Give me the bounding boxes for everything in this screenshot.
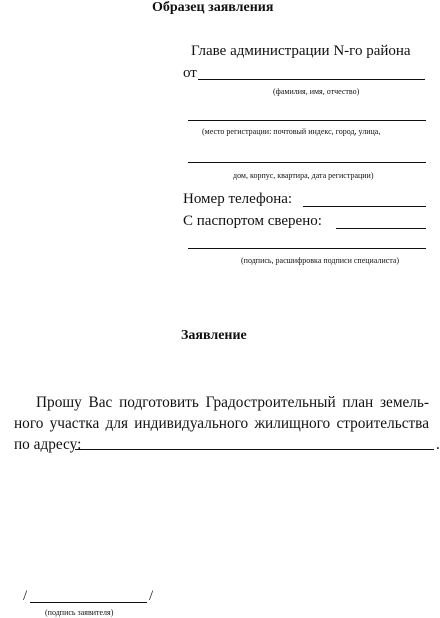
body-line-2: ного участка для индивидуального жилищного строительства <box>14 415 429 432</box>
applicant-signature-caption: (подпись заявителя) <box>45 608 114 617</box>
address-field-line-2 <box>188 162 426 163</box>
applicant-name-field <box>198 79 425 80</box>
passport-field <box>336 228 426 229</box>
passport-label: С паспортом сверено: <box>183 213 322 229</box>
address-field-caption-2: дом, корпус, квартира, дата регистрации) <box>233 171 374 180</box>
signature-slash-open: / <box>23 588 28 604</box>
line-end-period: . <box>436 436 440 453</box>
specialist-signature-caption: (подпись, расшифровка подписи специалиста) <box>241 256 400 265</box>
phone-label: Номер телефона: <box>183 191 293 207</box>
from-label: от <box>183 65 197 81</box>
applicant-signature-field <box>30 602 147 603</box>
address-field <box>75 449 434 450</box>
address-field-line-1 <box>188 120 426 121</box>
addressee-line: Главе администрации N-го района <box>191 43 411 59</box>
body-line-1: Прошу Вас подготовить Градостроительный план земель- <box>36 394 429 411</box>
body-line-3 <box>14 434 440 455</box>
specialist-signature-field <box>188 248 426 249</box>
name-field-caption: (фамилия, имя, отчество) <box>273 87 360 96</box>
document-heading: Образец заявления <box>152 0 274 15</box>
signature-slash-close: / <box>149 588 154 604</box>
address-field-caption-1: (место регистрации: почтовый индекс, город, улица, <box>202 127 381 136</box>
statement-title: Заявление <box>181 328 247 343</box>
phone-field <box>303 206 426 207</box>
statement-body <box>14 392 440 455</box>
address-label: по адресу: <box>14 436 82 453</box>
